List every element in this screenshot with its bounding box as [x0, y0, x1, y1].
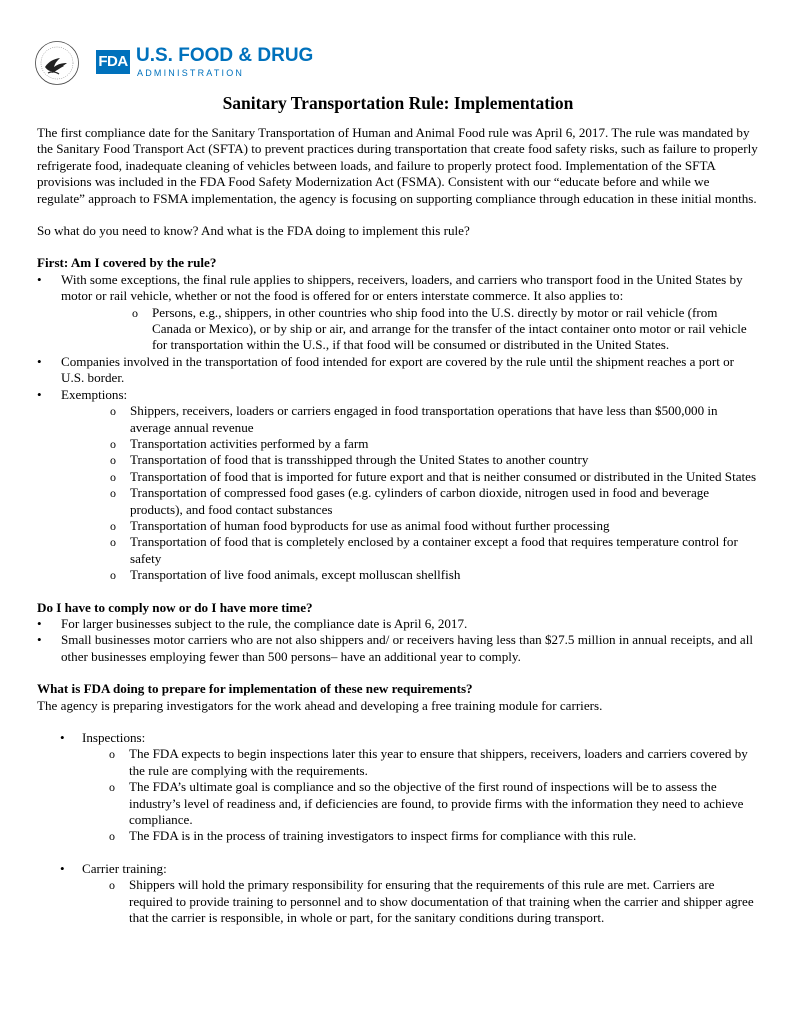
hhs-seal-icon	[34, 40, 80, 86]
exemption-item: o Transportation of food that is transshipped through the United States to another country	[110, 452, 759, 468]
fda-logo-subtitle: ADMINISTRATION	[137, 68, 245, 78]
inspection-subitem: o The FDA expects to begin inspections later this year to ensure that shippers, receivers, loaders and carriers covered by the rule are complying with the requirements.	[109, 746, 759, 779]
implementation-item-training	[60, 861, 759, 927]
coverage-item	[37, 387, 759, 584]
coverage-subitem: o Persons, e.g., shippers, in other countries who ship food into the U.S. directly by motor or rail vehicle (from Canada or Mexico), or by ship or air, and arrange for the transfer of the intact container onto motor or rail vehicle for transportation within the U.S., if that food will be consumed or distributed in the United States.	[132, 305, 759, 354]
inspections-sublist	[60, 746, 759, 844]
compliance-list	[37, 616, 759, 665]
exemption-item: o Shippers, receivers, loaders or carriers engaged in food transportation operations that have less than $500,000 in average annual revenue	[110, 403, 759, 436]
question-paragraph: So what do you need to know? And what is the FDA doing to implement this rule?	[37, 223, 470, 239]
intro-paragraph: The first compliance date for the Sanitary Transportation of Human and Animal Food rule was April 6, 2017. The rule was mandated by the Sanitary Food Transport Act (SFTA) to prevent practices during transportation that create food safety risks, such as failure to properly refrigerate food, inadequate cleaning of vehicles between loads, and failure to properly protect food. Implementation of the SFTA provisions was included in the FDA Food Safety Modernization Act (FSMA). Consistent with our “educate before and while we regulate” approach to FSMA implementation, the agency is focusing on supporting compliance through education in these initial months.	[37, 125, 758, 206]
exemptions-label: Exemptions:	[61, 386, 128, 402]
compliance-item: • Small businesses motor carriers who are not also shippers and/ or receivers having less than $27.5 million in annual receipts, and all other businesses employing fewer than 500 persons– have an additional year to comply.	[37, 632, 759, 665]
implementation-item-inspections	[60, 730, 759, 845]
exemptions-list	[61, 403, 759, 583]
implementation-intro: The agency is preparing investigators for the work ahead and developing a free training module for carriers.	[37, 697, 603, 713]
section-compliance-heading: Do I have to comply now or do I have more time?	[37, 599, 313, 615]
exemption-item: o Transportation of food that is completely enclosed by a container except a food that requires temperature control for safety	[110, 534, 759, 567]
section-coverage-heading: First: Am I covered by the rule?	[37, 255, 217, 271]
coverage-sublist	[61, 305, 759, 354]
page-title: Sanitary Transportation Rule: Implementation	[222, 93, 574, 113]
coverage-item: • Companies involved in the transportation of food intended for export are covered by the rule until the shipment reaches a port or U.S. border.	[37, 354, 759, 387]
compliance-item: • For larger businesses subject to the rule, the compliance date is April 6, 2017.	[37, 616, 759, 632]
inspection-subitem: o The FDA’s ultimate goal is compliance and so the objective of the first round of inspections will be to assess the industry’s level of readiness and, if deficiencies are found, to provide firms with the information they need to achieve compliance.	[109, 779, 759, 828]
fda-logo-box: FDA	[96, 50, 130, 74]
exemption-item: o Transportation activities performed by a farm	[110, 436, 759, 452]
inspection-subitem: o The FDA is in the process of training investigators to inspect firms for compliance with this rule.	[109, 828, 759, 844]
exemption-item: o Transportation of live food animals, except molluscan shellfish	[110, 567, 759, 583]
training-subitem: o Shippers will hold the primary responsibility for ensuring that the requirements of this rule are met. Carriers are required to provide training to personnel and to show documentation of that training when the carrier and shipper agree that the carrier is responsible, in whole or part, for the sanitary conditions during transport.	[109, 877, 759, 926]
coverage-list	[37, 272, 759, 584]
fda-logo-name: U.S. FOOD & DRUG	[136, 45, 314, 66]
exemption-item: o Transportation of human food byproducts for use as animal food without further processing	[110, 518, 759, 534]
coverage-item	[37, 272, 759, 354]
training-label: Carrier training:	[82, 860, 167, 876]
training-sublist	[60, 877, 759, 926]
implementation-list	[37, 730, 759, 926]
inspections-label: Inspections:	[82, 730, 146, 745]
exemption-item: o Transportation of food that is imported for future export and that is neither consumed or distributed in the United States	[110, 469, 759, 485]
section-implementation-heading: What is FDA doing to prepare for implementation of these new requirements?	[37, 681, 473, 697]
coverage-item-text: With some exceptions, the final rule applies to shippers, receivers, loaders, and carriers who transport food in the United States by motor or rail vehicle, whether or not the food is offered for or enters interstate commerce. It also applies to:	[61, 271, 743, 304]
exemption-item: o Transportation of compressed food gases (e.g. cylinders of carbon dioxide, nitrogen used in food and beverage products), and food contact substances	[110, 485, 759, 518]
fda-header-logo	[34, 40, 314, 90]
document-body	[37, 92, 759, 926]
